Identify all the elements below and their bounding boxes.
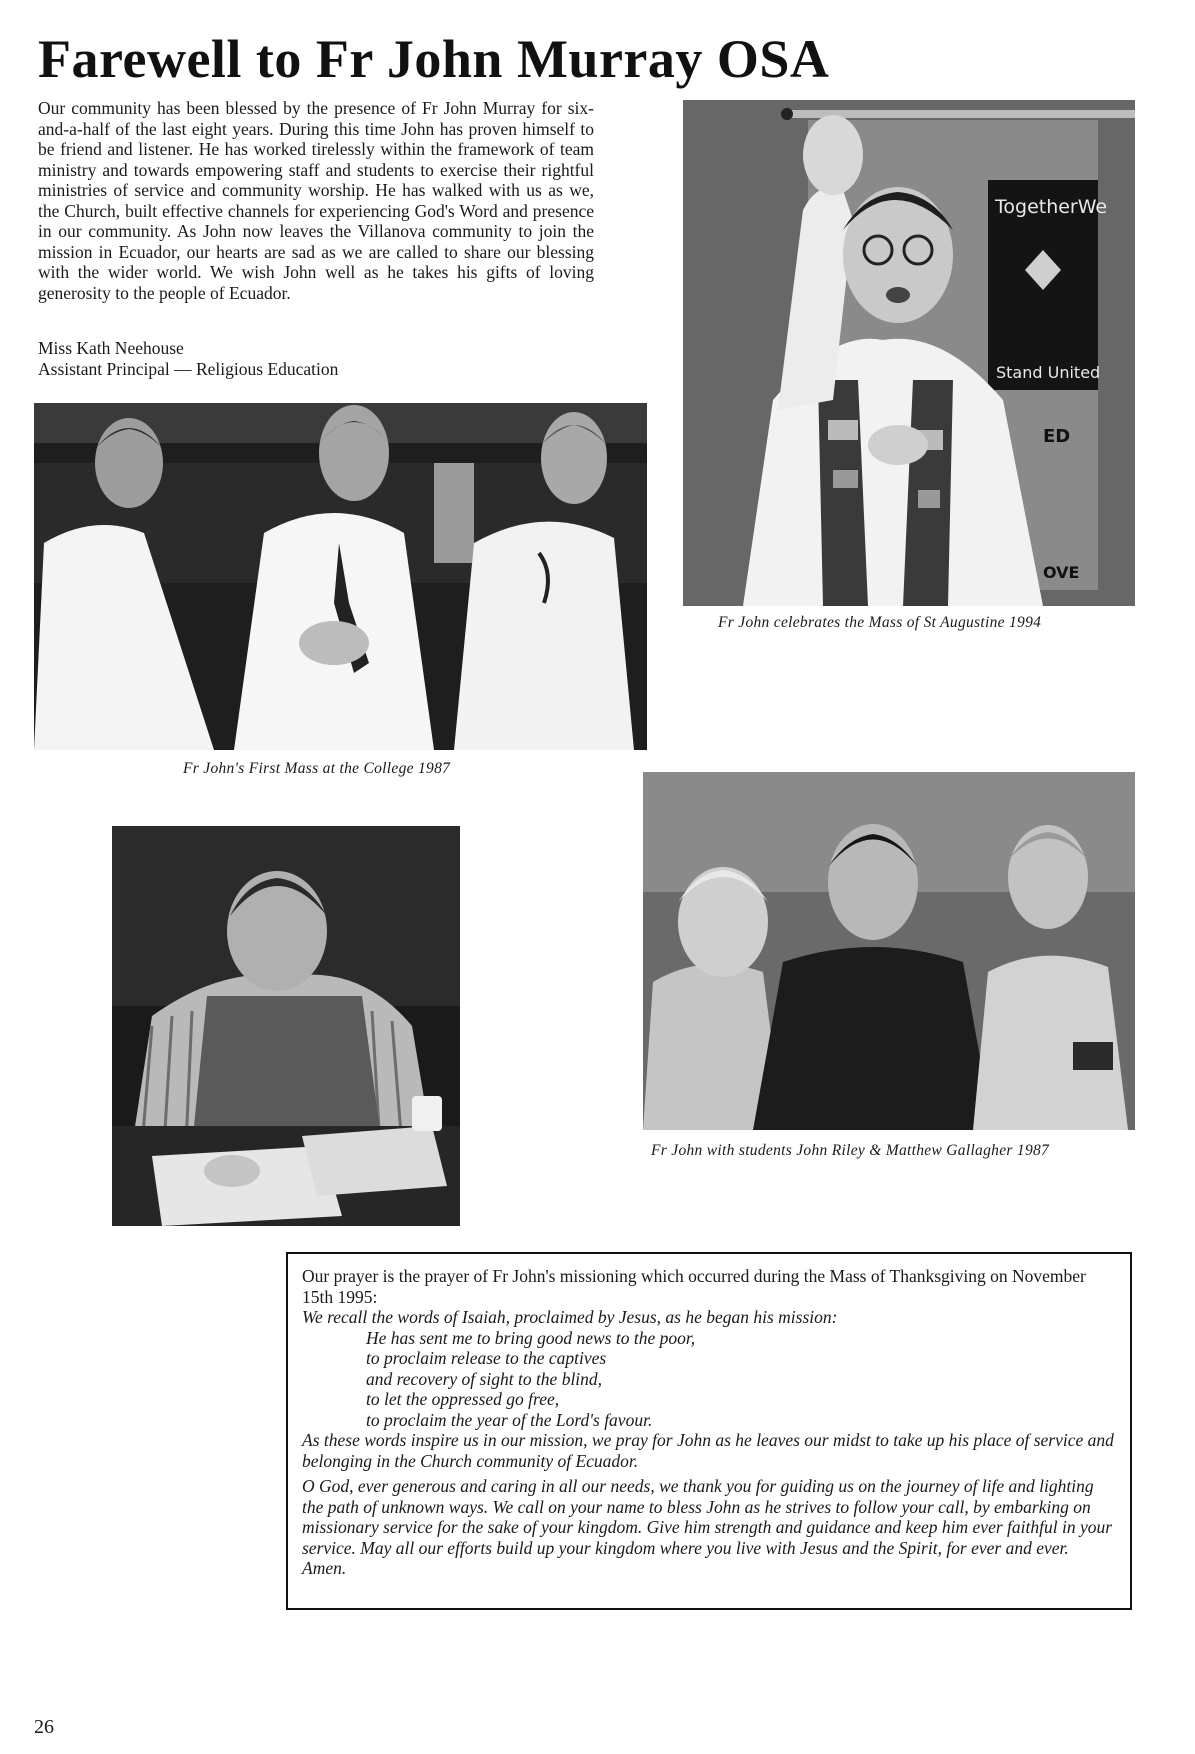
banner-text-ed: ED <box>1043 426 1071 447</box>
caption-first-mass-1987: Fr John's First Mass at the College 1987 <box>183 760 451 777</box>
prayer-inspire: As these words inspire us in our mission, we pray for John as he leaves our midst to take up his place of service and belonging in the Church community of Ecuador. <box>302 1430 1114 1471</box>
photo-mass-1994 <box>683 100 1135 606</box>
prayer-verse-4: to let the oppressed go free, <box>366 1389 560 1409</box>
page-title: Farewell to Fr John Murray OSA <box>38 29 830 89</box>
caption-mass-1994: Fr John celebrates the Mass of St Augustine 1994 <box>718 614 1042 631</box>
signature-name: Miss Kath Neehouse <box>38 338 184 358</box>
intro-paragraph: Our community has been blessed by the presence of Fr John Murray for six-and-a-half of the last eight years. During this time John has proven himself to be friend and listener. He has worked tirelessly within the framework of team ministry and towards empowering staff and students to exercise their rightful ministries of service and community worship. He has walked with us as we, the Church, built effective channels for experiencing God's Word and presence in our community. As John now leaves the Villanova community to join the mission in Ecuador, our hearts are sad as we are called to share our blessing with the wider world. We wish John well as he takes his gifts of loving generosity to the people of Ecuador. <box>38 98 594 303</box>
banner-text-stand-united: Stand United <box>996 363 1101 382</box>
signature-role: Assistant Principal — Religious Education <box>38 359 339 379</box>
prayer-verse-3: and recovery of sight to the blind, <box>366 1368 603 1389</box>
prayer-box <box>286 1252 1132 1610</box>
prayer-intro: Our prayer is the prayer of Fr John's missioning which occurred during the Mass of Thanksgiving on November 15th 1995: <box>302 1266 1086 1307</box>
banner-text-together: TogetherWe <box>995 196 1108 218</box>
photo-with-students-1987 <box>643 772 1135 1130</box>
prayer-verse-1: He has sent me to bring good news to the poor, <box>366 1327 696 1348</box>
banner-text-ove: OVE <box>1043 563 1080 582</box>
signature-block <box>38 338 338 380</box>
prayer-recall: We recall the words of Isaiah, proclaimed by Jesus, as he began his mission: <box>302 1307 838 1327</box>
prayer-verse-5: to proclaim the year of the Lord's favour. <box>366 1409 653 1430</box>
prayer-verse-2: to proclaim release to the captives <box>366 1348 607 1368</box>
photo-desk <box>112 826 460 1226</box>
photo-first-mass-1987 <box>34 403 647 750</box>
prayer-closing: O God, ever generous and caring in all our needs, we thank you for guiding us on the journey of life and lighting the path of unknown ways. We call on your name to bless John as he strives to follow your call, by embarking on missionary service for the sake of your kingdom. Give him strength and guidance and keep him ever faithful in your service. May all our efforts build up your kingdom where you live with Jesus and the Spirit, for ever and ever. Amen. <box>302 1476 1113 1578</box>
caption-with-students-1987: Fr John with students John Riley & Matthew Gallagher 1987 <box>651 1142 1050 1159</box>
page-number: 26 <box>34 1716 54 1738</box>
